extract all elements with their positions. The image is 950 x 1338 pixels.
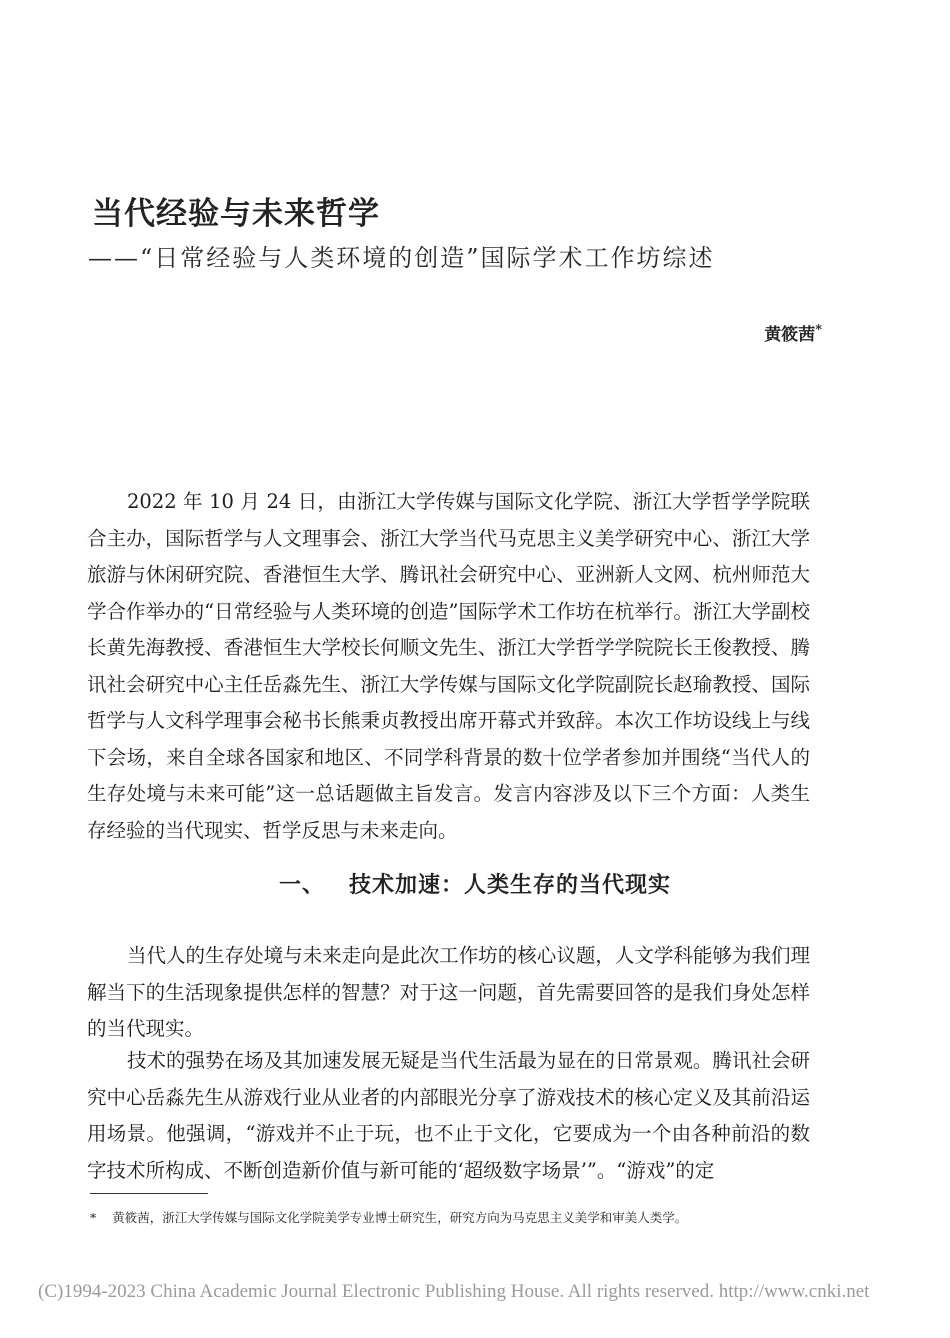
- footnote: [90, 1208, 687, 1226]
- author-footnote-mark: *: [815, 322, 822, 338]
- copyright-watermark: (C)1994-2023 China Academic Journal Electronic Publishing House. All rights reserved. http://www.cnki.net: [38, 1281, 870, 1302]
- article-subtitle: ——“日常经验与人类环境的创造”国际学术工作坊综述: [88, 244, 715, 272]
- intro-paragraph: 2022 年 10 月 24 日，由浙江大学传媒与国际文化学院、浙江大学哲学学院联合主办，国际哲学与人文理事会、浙江大学当代马克思主义美学研究中心、浙江大学旅游与休闲研究院、香港恒生大学、腾讯社会研究中心、亚洲新人文网、杭州师范大学合作举办的“日常经验与人类环境的创造”国际学术工作坊在杭举行。浙江大学副校长黄先海教授、香港恒生大学校长何顺文先生、浙江大学哲学学院院长王俊教授、腾讯社会研究中心主任岳淼先生、浙江大学传媒与国际文化学院副院长赵瑜教授、国际哲学与人文科学理事会秘书长熊秉贞教授出席开幕式并致辞。本次工作坊设线上与线下会场，来自全球各国家和地区、不同学科背景的数十位学者参加并围绕“当代人的生存处境与未来可能”这一总话题做主旨发言。发言内容涉及以下三个方面：人类生存经验的当代现实、哲学反思与未来走向。: [87, 490, 810, 842]
- author-byline: [764, 320, 822, 345]
- footnote-mark: *: [90, 1210, 97, 1225]
- footnote-text: 黄筱茜，浙江大学传媒与国际文化学院美学专业博士研究生，研究方向为马克思主义美学和审美人类学。: [112, 1210, 688, 1225]
- section-title: 技术加速：人类生存的当代现实: [349, 873, 672, 898]
- section-paragraph-1: 当代人的生存处境与未来走向是此次工作坊的核心议题，人文学科能够为我们理解当下的生活现象提供怎样的智慧？对于这一问题，首先需要回答的是我们身处怎样的当代现实。: [87, 944, 810, 1040]
- article-title: 当代经验与未来哲学: [92, 196, 380, 232]
- section-number: 一、: [278, 873, 325, 898]
- section-heading: [0, 868, 950, 899]
- section-paragraph-2: 技术的强势在场及其加速发展无疑是当代生活最为显在的日常景观。腾讯社会研究中心岳淼先生从游戏行业从业者的内部眼光分享了游戏技术的核心定义及其前沿运用场景。他强调，“游戏并不止于玩，也不止于文化，它要成为一个由各种前沿的数字技术所构成、不断创造新价值与新可能的‘超级数字场景’”。“游戏”的定: [87, 1049, 810, 1182]
- footnote-divider: [90, 1193, 208, 1194]
- author-name: 黄筱茜: [764, 325, 816, 345]
